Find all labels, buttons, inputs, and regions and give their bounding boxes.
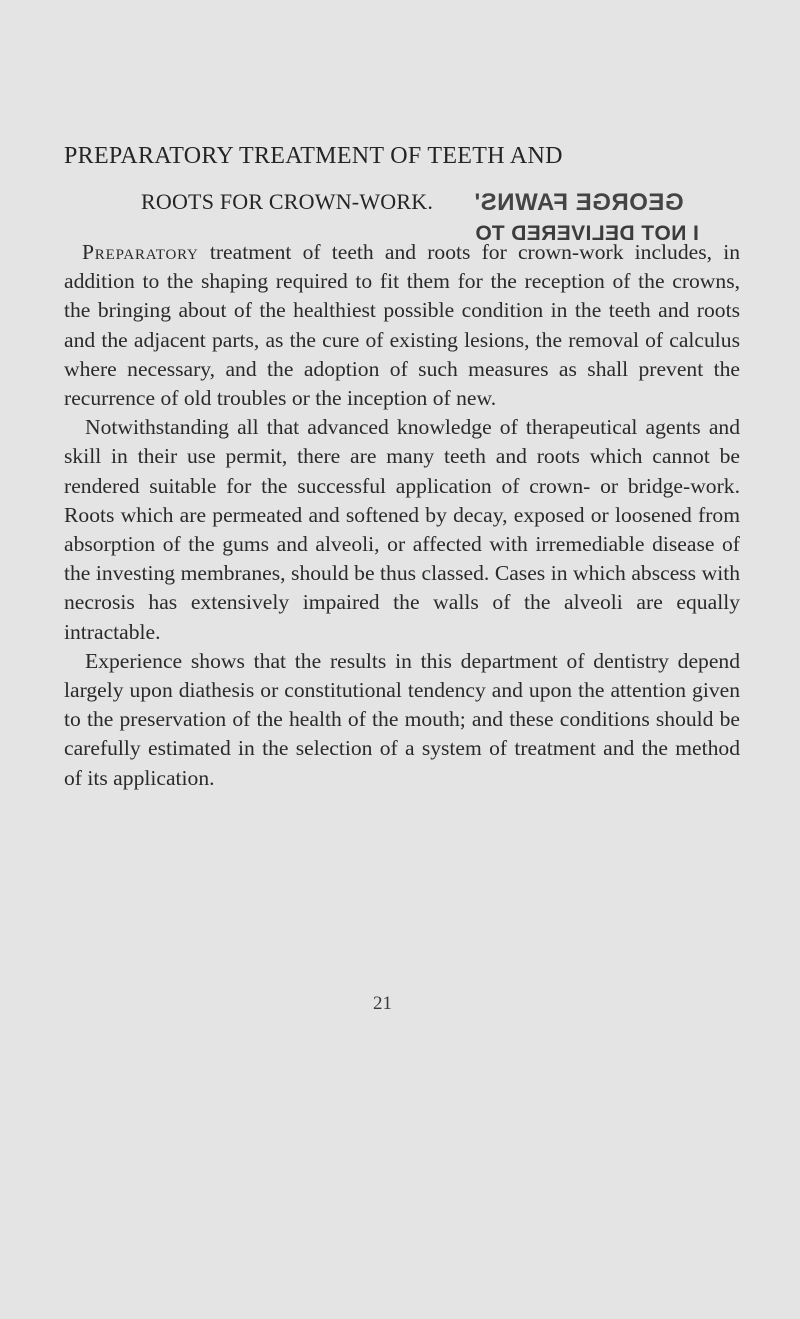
chapter-heading-line-1: PREPARATORY TREATMENT OF TEETH AND [64,143,563,169]
paragraph-3: Experience shows that the results in this department of dentistry depend largely upon diathesis or constitutional tendency and upon the attention given to the preservation of the health of the mouth; and these conditions should be carefully estimated in the selection of a system of treatment and the method of its application. [64,648,740,790]
paragraph-2: Notwithstanding all that advanced knowledge of therapeutical agents and skill in their use permit, there are many teeth and roots which cannot be rendered suitable for the successful application of crown- or bridge-work. Roots which are permeated and softened by decay, exposed or loosened from absorption of the gums and alveoli, or affected with irremediable disease of the investing membranes, should be thus classed. Cases in which abscess with necrosis has extensively impaired the walls of the alveoli are equally intractable. [64,415,740,644]
paragraph-lead-in: Preparatory [82,240,199,264]
body-text [64,238,740,793]
chapter-heading-line-2: ROOTS FOR CROWN-WORK. [141,189,434,214]
paragraph-1 [64,238,740,413]
page-number: 21 [373,993,392,1014]
library-stamp-bottom: I NOT DELIVERED TO [475,222,699,245]
paragraph-1-text: treatment of teeth and roots for crown-work includes, in addition to the shaping required to fit them for the reception of the crowns, the bringing about of the healthiest possible condition in the teeth and roots and the adjacent parts, as the cure of existing lesions, the removal of calculus where necessary, and the adoption of such measures as shall prevent the recurrence of old troubles or the inception of new. [64,240,740,411]
library-stamp-top: GEORGE FAWNS' [474,189,684,216]
